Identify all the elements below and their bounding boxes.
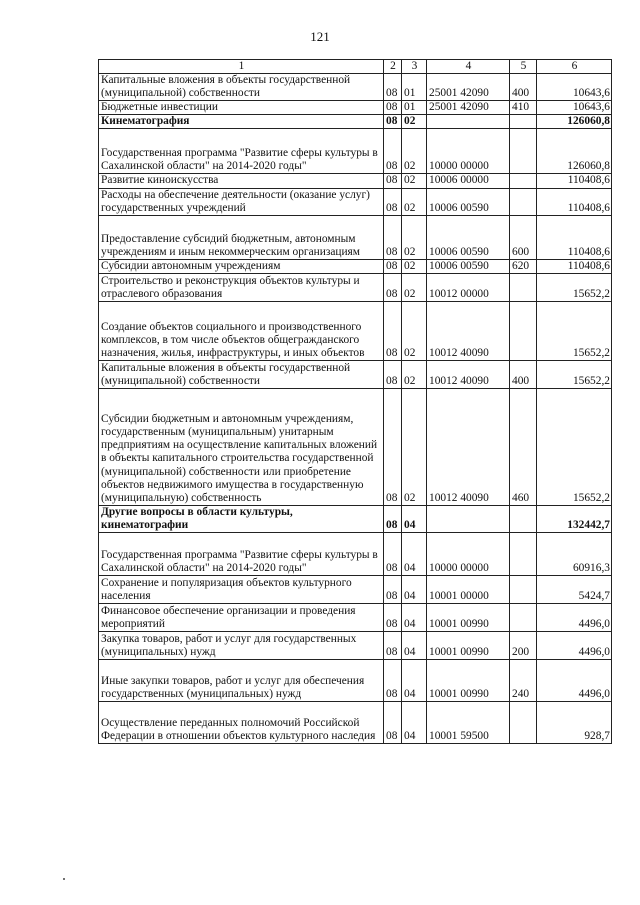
expense-name-cell: Бюджетные инвестиции [99, 101, 384, 115]
target-article-cell [427, 115, 510, 129]
section-code-cell: 08 [384, 632, 402, 660]
target-article-cell: 10000 00000 [427, 129, 510, 174]
table-row [99, 301, 612, 360]
subsection-code-cell: 01 [402, 74, 427, 101]
expense-name-cell: Государственная программа "Развитие сферы культуры в Сахалинской области" на 2014-2020 годы" [99, 129, 384, 174]
page-number: 121 [310, 29, 330, 44]
section-code-cell: 08 [384, 174, 402, 188]
expense-name-cell: Субсидии бюджетным и автономным учреждениям, государственным (муниципальным) унитарным предприятиям на осуществление капитальных вложений в объекты капитального строительства государственной (муниципальной) собственности или приобретение объектов недвижимого имущества в государственную (муниципальную) собственность [99, 388, 384, 505]
target-article-cell: 10006 00590 [427, 259, 510, 273]
target-article-cell: 10012 40090 [427, 388, 510, 505]
subsection-code-cell: 01 [402, 101, 427, 115]
subsection-code-cell: 02 [402, 215, 427, 259]
subsection-code-cell: 04 [402, 632, 427, 660]
header-cell: 1 [99, 60, 384, 74]
section-code-cell: 08 [384, 604, 402, 632]
table-row [99, 215, 612, 259]
section-code-cell: 08 [384, 188, 402, 215]
expense-type-cell [510, 188, 537, 215]
subsection-code-cell: 04 [402, 660, 427, 702]
section-code-cell: 08 [384, 74, 402, 101]
table-row [99, 660, 612, 702]
expense-type-cell [510, 301, 537, 360]
table-row [99, 576, 612, 604]
expense-type-cell [510, 576, 537, 604]
expense-name-cell: Сохранение и популяризация объектов культурного населения [99, 576, 384, 604]
expense-name-cell: Предоставление субсидий бюджетным, автономным учреждениям и иным некоммерческим организациям [99, 215, 384, 259]
subsection-code-cell: 02 [402, 129, 427, 174]
section-code-cell: 08 [384, 702, 402, 744]
section-code-cell: 08 [384, 129, 402, 174]
section-code-cell: 08 [384, 273, 402, 301]
table-row [99, 632, 612, 660]
expense-name-cell: Капитальные вложения в объекты государственной (муниципальной) собственности [99, 360, 384, 388]
target-article-cell: 10012 40090 [427, 301, 510, 360]
amount-cell: 5424,7 [537, 576, 612, 604]
expense-name-cell: Иные закупки товаров, работ и услуг для обеспечения государственных (муниципальных) нужд [99, 660, 384, 702]
amount-cell: 110408,6 [537, 259, 612, 273]
amount-cell: 110408,6 [537, 188, 612, 215]
table-row [99, 129, 612, 174]
target-article-cell: 10006 00590 [427, 188, 510, 215]
subsection-code-cell: 02 [402, 174, 427, 188]
subsection-code-cell: 04 [402, 576, 427, 604]
amount-cell: 4496,0 [537, 660, 612, 702]
header-cell: 3 [402, 60, 427, 74]
expense-type-cell: 240 [510, 660, 537, 702]
expense-name-cell: Финансовое обеспечение организации и проведения мероприятий [99, 604, 384, 632]
subsection-code-cell: 02 [402, 115, 427, 129]
header-cell: 6 [537, 60, 612, 74]
subsection-code-cell: 02 [402, 259, 427, 273]
table-row [99, 533, 612, 576]
expense-type-cell: 400 [510, 360, 537, 388]
expense-name-cell: Государственная программа "Развитие сферы культуры в Сахалинской области" на 2014-2020 годы" [99, 533, 384, 576]
amount-cell: 10643,6 [537, 74, 612, 101]
section-code-cell: 08 [384, 301, 402, 360]
amount-cell: 126060,8 [537, 115, 612, 129]
amount-cell: 126060,8 [537, 129, 612, 174]
subsection-code-cell: 04 [402, 604, 427, 632]
expense-type-cell [510, 505, 537, 532]
table-row [99, 174, 612, 188]
expense-type-cell [510, 604, 537, 632]
amount-cell: 132442,7 [537, 505, 612, 532]
section-code-cell: 08 [384, 360, 402, 388]
expense-name-cell: Субсидии автономным учреждениям [99, 259, 384, 273]
amount-cell: 4496,0 [537, 632, 612, 660]
table-row [99, 101, 612, 115]
target-article-cell [427, 505, 510, 532]
budget-table [98, 59, 612, 744]
target-article-cell: 10006 00000 [427, 174, 510, 188]
expense-type-cell: 600 [510, 215, 537, 259]
subsection-code-cell: 02 [402, 188, 427, 215]
section-code-cell: 08 [384, 576, 402, 604]
amount-cell: 928,7 [537, 702, 612, 744]
target-article-cell: 10006 00590 [427, 215, 510, 259]
amount-cell: 10643,6 [537, 101, 612, 115]
section-code-cell: 08 [384, 505, 402, 532]
amount-cell: 15652,2 [537, 388, 612, 505]
expense-type-cell [510, 702, 537, 744]
table-row [99, 115, 612, 129]
section-code-cell: 08 [384, 115, 402, 129]
section-code-cell: 08 [384, 215, 402, 259]
expense-name-cell: Осуществление переданных полномочий Российской Федерации в отношении объектов культурного наследия [99, 702, 384, 744]
expense-name-cell: Развитие киноискусства [99, 174, 384, 188]
amount-cell: 110408,6 [537, 215, 612, 259]
expense-name-cell: Расходы на обеспечение деятельности (оказание услуг) государственных учреждений [99, 188, 384, 215]
expense-type-cell: 620 [510, 259, 537, 273]
target-article-cell: 10001 00990 [427, 632, 510, 660]
amount-cell: 15652,2 [537, 360, 612, 388]
section-code-cell: 08 [384, 533, 402, 576]
target-article-cell: 10001 00000 [427, 576, 510, 604]
expense-type-cell [510, 115, 537, 129]
section-code-cell: 08 [384, 660, 402, 702]
expense-type-cell [510, 174, 537, 188]
header-cell: 2 [384, 60, 402, 74]
expense-name-cell: Строительство и реконструкция объектов культуры и отраслевого образования [99, 273, 384, 301]
subsection-code-cell: 02 [402, 301, 427, 360]
amount-cell: 15652,2 [537, 273, 612, 301]
expense-type-cell: 400 [510, 74, 537, 101]
expense-type-cell: 200 [510, 632, 537, 660]
amount-cell: 60916,3 [537, 533, 612, 576]
amount-cell: 110408,6 [537, 174, 612, 188]
section-code-cell: 08 [384, 101, 402, 115]
expense-name-cell: Создание объектов социального и производственного комплексов, в том числе объектов общегражданского назначения, жилья, инфраструктуры, и иных объектов [99, 301, 384, 360]
amount-cell: 4496,0 [537, 604, 612, 632]
subsection-code-cell: 04 [402, 702, 427, 744]
expense-type-cell: 460 [510, 388, 537, 505]
target-article-cell: 10001 59500 [427, 702, 510, 744]
expense-name-cell: Капитальные вложения в объекты государственной (муниципальной) собственности [99, 74, 384, 101]
table-row [99, 388, 612, 505]
expense-type-cell [510, 273, 537, 301]
target-article-cell: 10012 00000 [427, 273, 510, 301]
table-row [99, 604, 612, 632]
target-article-cell: 10012 40090 [427, 360, 510, 388]
header-cell: 4 [427, 60, 510, 74]
target-article-cell: 25001 42090 [427, 101, 510, 115]
subsection-code-cell: 04 [402, 505, 427, 532]
table-row [99, 505, 612, 532]
table-row [99, 74, 612, 101]
table-header-row [99, 60, 612, 74]
subsection-code-cell: 02 [402, 388, 427, 505]
scan-speck [63, 878, 65, 880]
table-row [99, 360, 612, 388]
target-article-cell: 10001 00990 [427, 604, 510, 632]
subsection-code-cell: 02 [402, 273, 427, 301]
header-cell: 5 [510, 60, 537, 74]
expense-name-cell: Другие вопросы в области культуры, кинематографии [99, 505, 384, 532]
expense-type-cell [510, 129, 537, 174]
target-article-cell: 10001 00990 [427, 660, 510, 702]
expense-name-cell: Закупка товаров, работ и услуг для государственных (муниципальных) нужд [99, 632, 384, 660]
target-article-cell: 25001 42090 [427, 74, 510, 101]
table-row [99, 259, 612, 273]
expense-name-cell: Кинематография [99, 115, 384, 129]
expense-type-cell [510, 533, 537, 576]
section-code-cell: 08 [384, 388, 402, 505]
expense-type-cell: 410 [510, 101, 537, 115]
subsection-code-cell: 02 [402, 360, 427, 388]
table-row [99, 188, 612, 215]
subsection-code-cell: 04 [402, 533, 427, 576]
table-row [99, 702, 612, 744]
section-code-cell: 08 [384, 259, 402, 273]
table-row [99, 273, 612, 301]
amount-cell: 15652,2 [537, 301, 612, 360]
target-article-cell: 10000 00000 [427, 533, 510, 576]
